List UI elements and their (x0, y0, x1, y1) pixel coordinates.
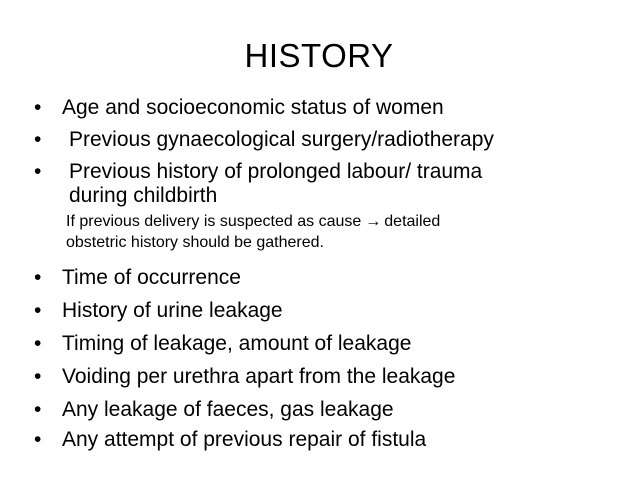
bullet-text: Time of occurrence (62, 266, 241, 289)
bullet-text: Previous history of prolonged labour/ trauma (69, 160, 483, 183)
bullet-icon: • (34, 428, 42, 451)
bullet-text: Voiding per urethra apart from the leakage (62, 365, 456, 388)
bullet-icon: • (34, 332, 42, 355)
bullet-text: History of urine leakage (62, 299, 283, 322)
bullet-icon: • (34, 128, 42, 151)
bullet-text: Timing of leakage, amount of leakage (62, 332, 412, 355)
bullet-icon: • (34, 266, 42, 289)
slide-title: HISTORY (244, 37, 394, 74)
bullet-text: Any leakage of faeces, gas leakage (62, 398, 394, 421)
sub-note-text-after-arrow: detailed (384, 213, 441, 230)
bullet-icon: • (34, 96, 42, 119)
arrow-right-icon: → (365, 213, 382, 230)
bullet-icon: • (34, 365, 42, 388)
bullet-text-continuation: during childbirth (69, 184, 218, 207)
sub-note-line-2: obstetric history should be gathered. (66, 234, 324, 251)
bullet-icon: • (34, 160, 42, 183)
bullet-text: Age and socioeconomic status of women (62, 96, 444, 119)
sub-note-text: If previous delivery is suspected as cause (66, 213, 362, 230)
bullet-icon: • (34, 398, 42, 421)
bullet-text: Any attempt of previous repair of fistula (62, 428, 427, 451)
bullet-text: Previous gynaecological surgery/radiotherapy (69, 128, 494, 151)
sub-note (66, 211, 440, 253)
bullet-icon: • (34, 299, 42, 322)
sub-note-line-1 (66, 211, 440, 232)
